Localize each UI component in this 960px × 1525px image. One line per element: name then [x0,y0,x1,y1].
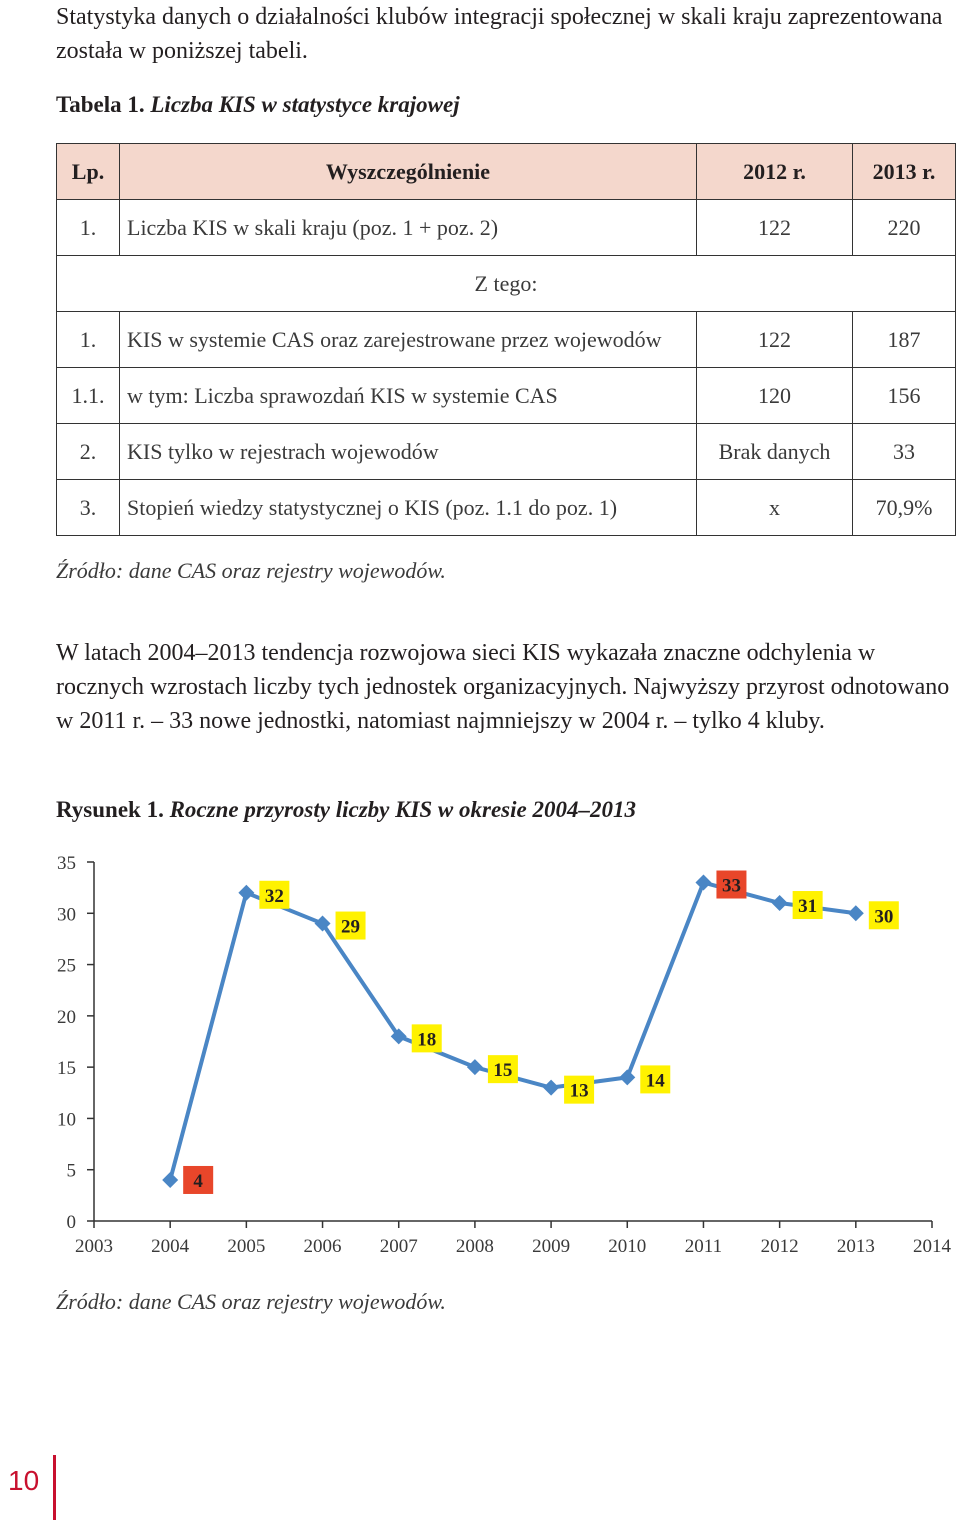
y-tick-label: 15 [57,1058,76,1080]
row-2013: 187 [853,312,956,368]
row-2013: 220 [853,200,956,256]
data-point [695,875,711,891]
y-tick-label: 25 [57,955,76,977]
header-2012: 2012 r. [697,144,853,200]
x-tick-label: 2008 [455,1236,494,1257]
data-label: 13 [569,1080,589,1102]
data-label: 31 [798,896,818,918]
data-point [543,1080,559,1096]
data-label: 32 [264,885,284,907]
x-tick-label: 2013 [836,1236,875,1257]
y-tick-label: 20 [57,1006,76,1028]
x-tick-label: 2005 [227,1236,266,1257]
row-lp: 2. [57,424,120,480]
table-row [57,424,956,480]
data-label: 30 [874,906,894,928]
data-label: 18 [417,1029,437,1051]
page-number: 10 [8,1465,40,1496]
row-lp: 3. [57,480,120,536]
header-lp: Lp. [57,144,120,200]
data-point [619,1069,635,1085]
y-tick-label: 30 [57,904,76,926]
figure-caption-title: Roczne przyrosty liczby KIS w okresie 2004–2013 [169,797,636,822]
x-tick-label: 2011 [684,1236,723,1257]
row-description: KIS tylko w rejestrach wojewodów [120,424,697,480]
body-paragraph: W latach 2004–2013 tendencja rozwojowa sieci KIS wykazała znaczne odchylenia w rocznych wzrostach liczby tych jednostek organizacyjnych. Najwyższy przyrost odnotowano w 2011 r. – 33 nowe jednostki, natomiast najmniejszy w 2004 r. – tylko 4 kluby. [56,640,950,734]
data-point [162,1172,178,1188]
x-tick-label: 2009 [532,1236,571,1257]
row-lp: 1.1. [57,368,120,424]
x-tick-label: 2004 [151,1236,190,1257]
page-number-bar [53,1455,56,1520]
row-2012: 122 [697,200,853,256]
row-lp: 1. [57,200,120,256]
y-tick-label: 35 [57,853,76,874]
row-2013: 33 [853,424,956,480]
data-point [467,1059,483,1075]
growth-line-chart [0,845,960,1270]
kis-table [56,143,956,536]
table-row [57,480,956,536]
table-row [57,200,956,256]
table-row [57,368,956,424]
x-tick-label: 2014 [913,1236,951,1257]
table-row [57,312,956,368]
y-tick-label: 0 [66,1212,76,1233]
row-2012: Brak danych [697,424,853,480]
row-description: KIS w systemie CAS oraz zarejestrowane przez wojewodów [120,312,697,368]
table-caption [56,92,460,118]
data-label: 14 [645,1070,665,1092]
table-caption-title: Liczba KIS w statystyce krajowej [150,92,460,117]
data-point [238,885,254,901]
intro-paragraph: Statystyka danych o działalności klubów integracji społecznej w skali kraju zaprezentowana została w poniższej tabeli. [56,4,943,64]
table-subheader-row [57,256,956,312]
x-tick-label: 2003 [75,1236,113,1257]
row-2012: 120 [697,368,853,424]
figure-caption-prefix: Rysunek 1. [56,797,164,822]
data-point [772,895,788,911]
figure-source: Źródło: dane CAS oraz rejestry wojewodów. [56,1289,446,1314]
table-header-row [57,144,956,200]
row-2013: 70,9% [853,480,956,536]
x-tick-label: 2007 [379,1236,418,1257]
x-tick-label: 2012 [760,1236,799,1257]
data-point [848,905,864,921]
data-label: 15 [493,1060,513,1082]
header-2013: 2013 r. [853,144,956,200]
data-label: 4 [193,1170,203,1192]
table-caption-prefix: Tabela 1. [56,92,145,117]
row-subheader: Z tego: [57,256,956,312]
row-2012: 122 [697,312,853,368]
figure-caption [56,797,636,823]
row-description: Liczba KIS w skali kraju (poz. 1 + poz. 2) [120,200,697,256]
row-description: Stopień wiedzy statystycznej o KIS (poz. 1.1 do poz. 1) [120,480,697,536]
x-tick-label: 2006 [303,1236,342,1257]
row-2013: 156 [853,368,956,424]
table-source: Źródło: dane CAS oraz rejestry wojewodów. [56,558,446,583]
row-2012: x [697,480,853,536]
row-description: w tym: Liczba sprawozdań KIS w systemie CAS [120,368,697,424]
y-tick-label: 5 [66,1160,76,1182]
y-tick-label: 10 [57,1109,76,1131]
header-description: Wyszczególnienie [120,144,697,200]
x-tick-label: 2010 [608,1236,647,1257]
row-lp: 1. [57,312,120,368]
series-line [170,883,856,1180]
data-label: 29 [341,916,361,938]
data-label: 33 [721,875,741,897]
